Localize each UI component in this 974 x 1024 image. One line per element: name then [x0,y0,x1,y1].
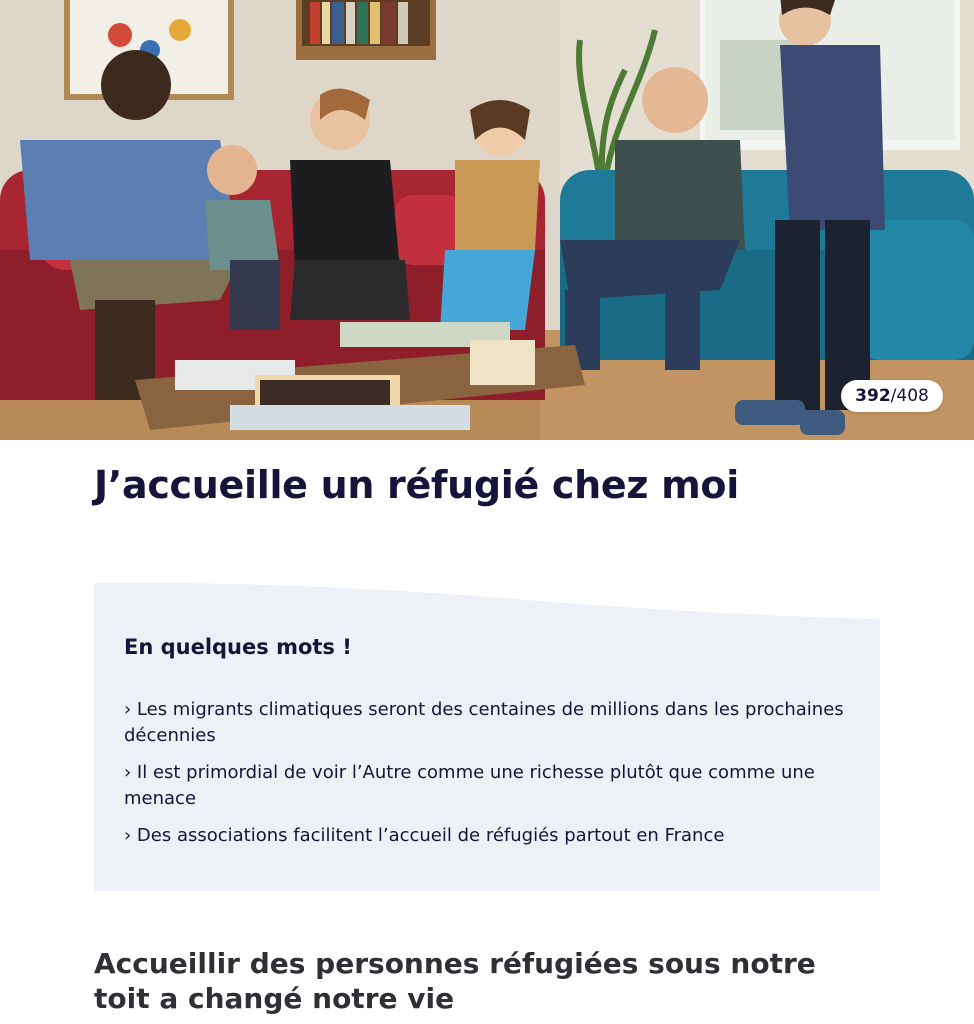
photo-counter-separator: / [890,386,897,406]
summary-item: › Il est primordial de voir l’Autre comme une richesse plutôt que comme une menace [124,762,815,809]
hero-photo[interactable] [0,0,974,440]
photo-counter-total: 408 [896,386,929,406]
article-subheading: Accueillir des personnes réfugiées sous notre toit a changé notre vie [94,947,816,1015]
summary-heading: En quelques mots ! [124,635,352,659]
photo-counter-badge [841,380,943,412]
summary-list [124,697,850,849]
summary-box [94,583,880,891]
summary-item: › Des associations facilitent l’accueil de réfugiés partout en France [124,825,725,846]
photo-counter-current: 392 [855,386,891,406]
summary-item: › Les migrants climatiques seront des centaines de millions dans les prochaines décennies [124,699,844,746]
article-title: J’accueille un réfugié chez moi [94,463,739,507]
hero-photo-illustration [0,0,974,440]
